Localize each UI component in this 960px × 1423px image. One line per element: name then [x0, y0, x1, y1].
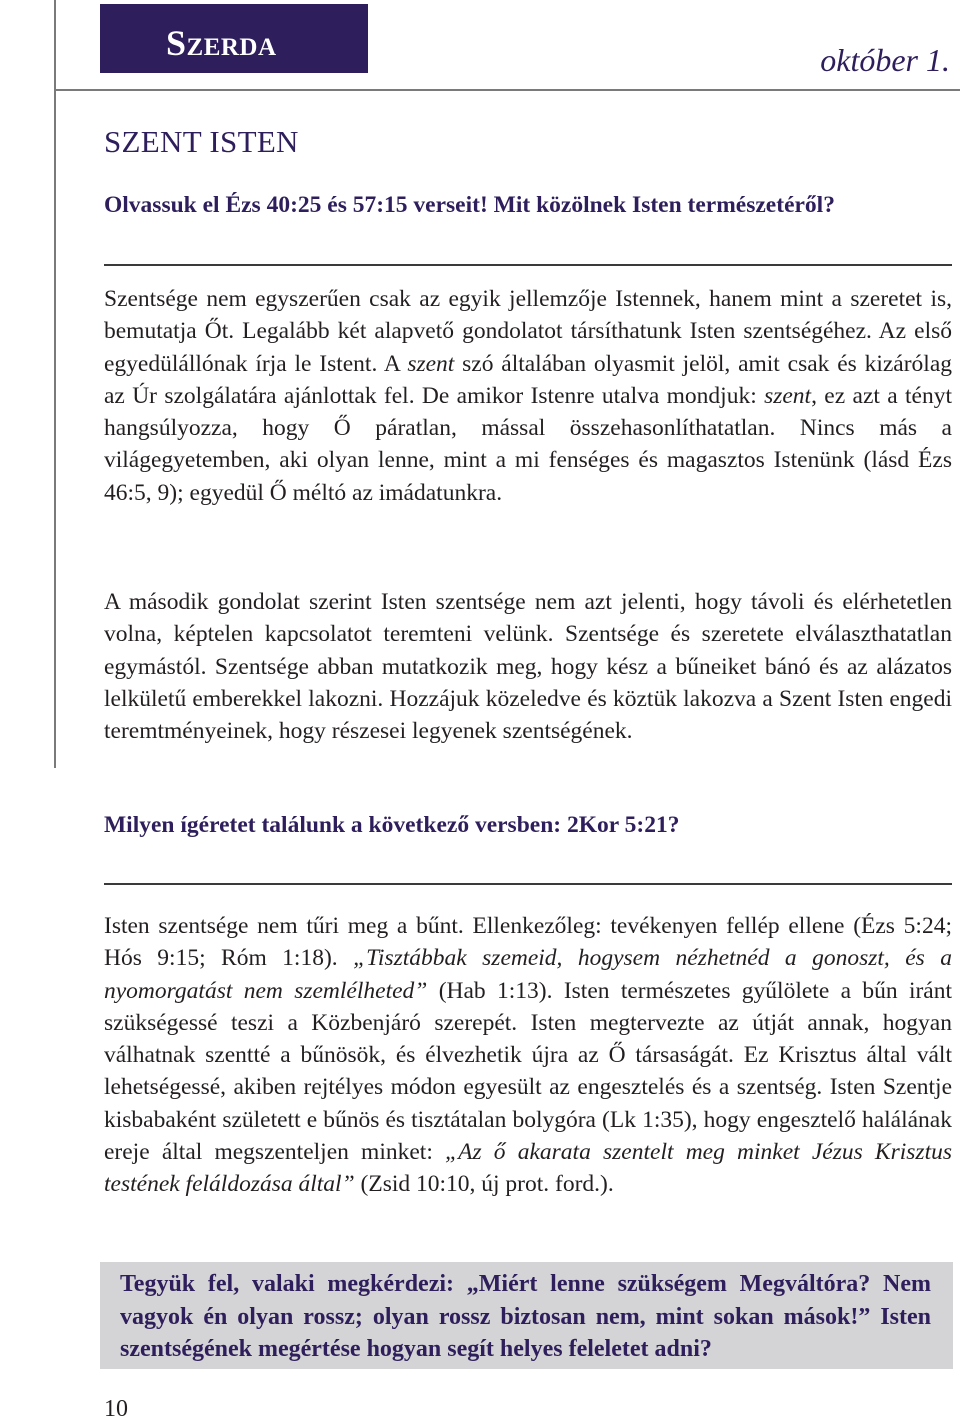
text-segment: Szentsége nem egyszerűen csak az egyik jellemzője Istennek, hanem mint a szeretet is, bemutatja Őt. Legalább két alapvető gondolatot társíthatunk Isten szentségéhez. Az első egyedülállónak írja le Istent. A — [104, 286, 952, 377]
lesson-title: SZENT ISTEN — [104, 124, 299, 159]
header-horizontal-rule — [54, 89, 960, 91]
paragraph-3 — [104, 910, 952, 1201]
question-1: Olvassuk el Ézs 40:25 és 57:15 verseit! Mit közölnek Isten természetéről? — [104, 192, 835, 218]
paragraph-1 — [104, 283, 952, 509]
text-segment: (Hab 1:13). Isten természetes gyűlölete a bűn iránt szükségessé teszi a Közbenjáró szerepét. Isten megtervezte az útját annak, hogyan válhatnak szentté a bűnösök, és élvezhetik újra az Ő társaságát. Ez Krisztus által vált lehetségessé, akiben rejtélyes módon egyesült az engesztelés és a szentség. Isten Szentje kisbabaként született e bűnös és tisztátalan bolygóra (Lk 1:35), hogy engesztelő halálának ereje által megszenteljen minket: — [104, 977, 953, 1166]
answer-line-1 — [104, 264, 952, 266]
day-header-block — [100, 4, 368, 73]
text-segment: A második gondolat szerint Isten szentsége nem azt jelenti, hogy távoli és elérhetetlen volna, képtelen kapcsolatot teremteni velünk. Szentsége és szeretete elválaszthatatlan egymástól. Szentsége abban mutatkozik meg, hogy kész a bűneiket bánó és az alázatos lelkületű emberekkel lakozni. Hozzájuk közeledve és köztük lakozva a Szent Isten engedi teremtményeinek, hogy részesei legyenek szentségének. — [104, 589, 952, 745]
italic-segment: szent — [764, 382, 812, 409]
page-number: 10 — [104, 1396, 128, 1422]
question-2: Milyen ígéretet találunk a következő versben: 2Kor 5:21? — [104, 812, 680, 838]
text-segment: (Zsid 10:10, új prot. ford.). — [354, 1171, 614, 1198]
answer-line-2 — [104, 883, 952, 885]
italic-segment: „Tisztábbak szemeid, hogysem nézhetnéd a gonoszt, és a nyomorgatást nem szemlélheted” — [104, 945, 952, 1004]
margin-vertical-rule — [54, 0, 56, 768]
text-segment: szó általában olyasmit jelöl, amit csak és kizárólag az Úr szolgálatára ajánlottak fel. De amikor Istenre utalva mondjuk: — [104, 350, 953, 409]
text-segment: Isten szentsége nem tűri meg a bűnt. Ellenkezőleg: tevékenyen fellép ellene (Ézs 5:24; Hós 9:15; Róm 1:18). — [104, 913, 952, 972]
discussion-callout — [100, 1262, 953, 1369]
text-segment: , ez azt a tényt hangsúlyozza, hogy Ő páratlan, mással összehasonlíthatatlan. Nincs más a világegyetemben, aki olyan lenne, mint a mi fenséges és magasztos Istenünk (lásd Ézs 46:5, 9); egyedül Ő méltó az imádatunkra. — [104, 382, 953, 506]
callout-text: Tegyük fel, valaki megkérdezi: „Miért lenne szükségem Megváltóra? Nem vagyok én olyan rossz; olyan rossz biztosan nem, mint sokan mások!” Isten szentségének megértése hogyan segít helyes feleletet adni? — [120, 1271, 931, 1362]
paragraph-2 — [104, 586, 952, 747]
italic-segment: szent — [407, 350, 455, 377]
date-label: október 1. — [820, 42, 950, 78]
italic-segment: „Az ő akarata szentelt meg minket Jézus Krisztus testének feláldozása által” — [104, 1139, 952, 1198]
day-title: Szerda — [166, 22, 277, 63]
